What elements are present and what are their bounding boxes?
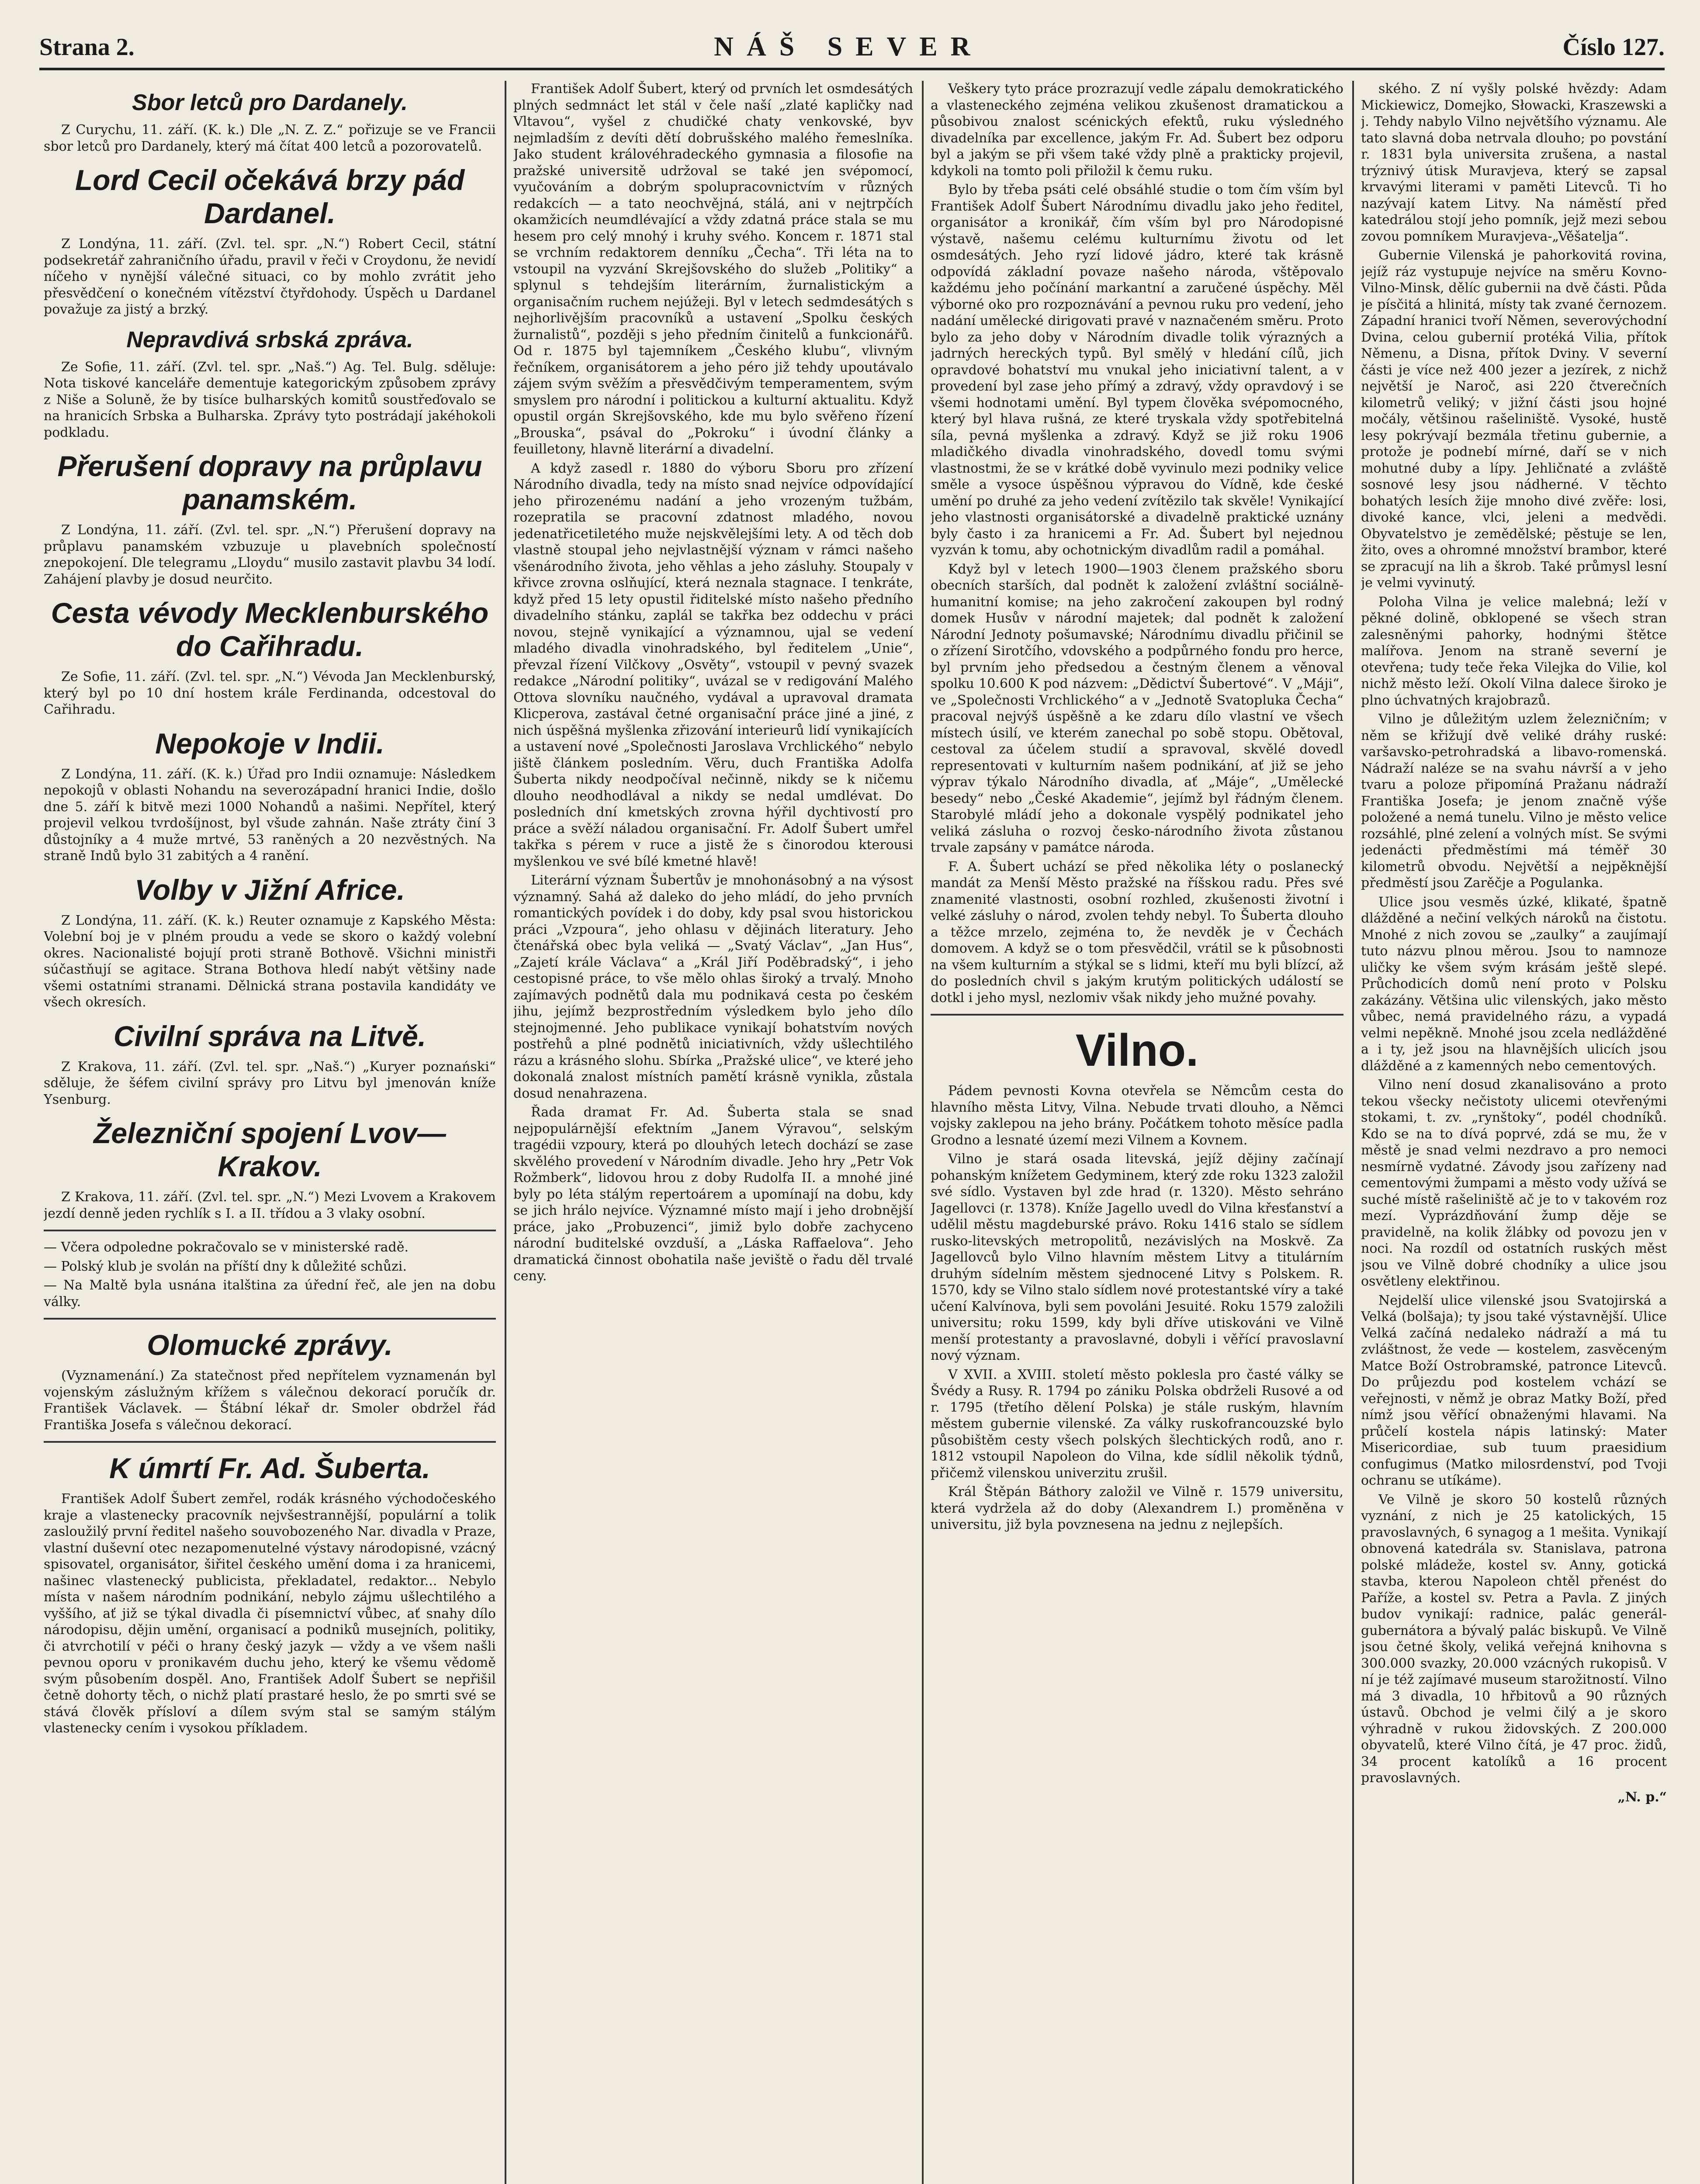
article-text: Vilno je důležitým uzlem železničním; v něm se křižují dvě veliké dráhy ruské: varšavsko-petrohradská a libavo-romenská. Nádraží naléze se na svahu návrší a v jeho tvaru a poloze připomíná Pražanu nádraží Františka Josefa; je jenom značně výše položené a nemá tunelu. Vilno je město velice rozsáhlé, plné zelení a volných míst. Se svými jedenácti předměstími má téměř 30 kilometrů obvodu. Největší a nejpěknější předměstí jsou Zarěčje a Pogulanka. — [1361, 712, 1667, 891]
article-text: Řada dramat Fr. Ad. Šuberta stala se snad nejpopulárnější efektním „Janem Výravou“, selským tragédii vzpoury, která po dlouhých letech dochází se zase skvělého provedení v Národním divadle. Jeho hry „Petr Vok Rožmberk“, lidovou hrou z doby Rudolfa II. a mnohé jiné byly po léta stálým repertoárem a upomínají na dobu, kdy se jich hrálo nejvíce. Významné místo mají i jeho drobnější práce, jako „Probuzenci“, jimiž bylo dobře zachyceno národní buditelské ovzduší, a „Láska Raffaelova“. Jeho dramatická činnost obohatila naše jeviště o řadu děl trvalé ceny. — [513, 1105, 913, 1284]
issue-number: Číslo 127. — [1562, 33, 1665, 61]
article-text: Vilno je stará osada litevská, jejíž dějiny začínají pohanským knížetem Gedyminem, který zde roku 1323 založil své sídlo. Vystaven byl zde hrad (r. 1320). Město sehráno Jagellovci (r. 1378). Kníže Jagello uvedl do Vilna křesťanství a udělil městu magdeburské právo. Roku 1416 stalo se sídlem rusko-litevských metropolitů, nezávislých na Moskvě. Za Jagellovců bylo Vilno hlavním městem Litvy a titulárním druhým sídelním městem sjednocené Litvy s Polskem. R. 1570, kdy se Vilno stalo sídlem nové protestantské víry a také učení Kalvínova, byli sem povoláni Jesuité. Roku 1579 založili universitu; roku 1599, kdy byli dříve utiskováni ve Vilně menší protestanty a pravoslavné, dobyli i věřící pravoslavní nový význam. — [931, 1151, 1343, 1363]
article-headline: Lord Cecil očekává brzy pád Dardanel. — [75, 164, 465, 229]
article-text: ského. Z ní vyšly polské hvězdy: Adam Mickiewicz, Domejko, Słowacki, Kraszewski a j. Tehdy nabylo Vilno největšího významu. Ale tato slavná doba netrvala dlouho; po povstání r. 1831 byla universita zrušena, a nastal trýznivý útisk Muravjeva, který se zapsal krvavými literami v paměti Litevců. Ti ho nazývají katem Litvy. Na náměstí před katedrálou stojí jeho pomník, jejž mezi sebou zovou pomníkem Muravjeva-„Věšatelja“. — [1361, 81, 1667, 244]
column-rule — [1352, 81, 1354, 2184]
article-text: Z Londýna, 11. září. (K. k.) Úřad pro Indii oznamuje: Následkem nepokojů v oblasti Nohandu na severozápadní hranici Indie, došlo dne 5. září k bitvě mezi 1000 Nohandů a našimi. Nepřítel, který projevil velkou tvrdošíjnost, byl všude zahnán. Naše ztráty činí 3 důstojníky a 4 muže mrtvé, 53 raněných a 20 nezvěstných. Na straně Indů bylo 31 zabitých a 4 ranění. — [44, 766, 496, 864]
article-text: F. A. Šubert uchází se před několika léty o poslanecký mandát za Menší Město pražské na říšskou radu. Přes své znamenité vlastnosti, osobní rozhled, zkušenosti životní i velké zásluhy o národ, zvolen tehdy nebyl. To Šuberta dlouho a těžce mrzelo, zejména to, že nevděk je v Čechách domovem. A když se o tom přesvědčil, vrátil se k působnosti na všem kulturním a stýkal se s lidmi, kteří mu byli blízcí, až do posledních chvil s jakým krutým politických událostí se dotkl i jeho mysl, nezlomiv však nikdy jeho mužné povahy. — [931, 859, 1343, 1006]
section-divider — [44, 1318, 496, 1320]
article-headline: Sbor letců pro Dardanely. — [132, 90, 408, 115]
article-headline: Olomucké zprávy. — [147, 1329, 393, 1361]
article-text: Vilno není dosud zkanalisováno a proto tekou všecky nečistoty ulicemi otevřenými stokami, t. zv. „rynštoky“, podél chodníků. Kdo se na to dívá poprvé, zdá se mu, že v městě je snad velmi nezdravo a pro nemoci nesmírně vydatné. Závody jsou zařízeny nad cementovými žumpami a město vody užívá se suché místě rašeliniště ač je to v takovém roz mezí. Vyprázdňování žump děje se pravidelně, na kolik žlábky od povozu jen v noci. Na rozdíl od ostatních ruských měst jsou ve Vilně dobré chodníky a ulice jsou osvětleny elektřinou. — [1361, 1077, 1667, 1289]
article-text: František Adolf Šubert, který od prvních let osmdesátých plných sedmnáct let stál v čele naší „zlaté kapličky nad Vltavou“, vyšel z chudičké chaty venkovské, byv nejmladším z devíti dětí dobrušského malého řemeslníka. Jako student královéhradeckého gymnasia a filosofie na pražské universitě udržoval se také jen svépomocí, vyučováním a dobrým spolupracovnictvím v různých redakcích — a tato neochvějná, stálá, ani v nejtrpčích okamžicích neumdlévající a vždy zdatná práce stala se mu hesem pro celý mnohý i kruhy svého. Koncem r. 1871 stal se vrchním redaktorem denníku „Čecha“. Tři léta na to vstoupil na vyzvání Skrejšovského do služeb „Politiky“ a splynul s tehdejším literárním, žurnalistickým a organisačním ruchem nejúžeji. Byl v letech sedmdesátých s nejhorlivějším pracovníků a ustavení „Spolku českých žurnalistů“, později s jeho předním činitelů a funkcionářů. Od r. 1875 byl tajemníkem „Českého klubu“, vlivným řečníkem, organisátorem a jeho péro již tehdy upoutávalo zájem svým svěžím a přesvědčivým temperamentem, svým smyslem pro národní i politickou a kulturní aktualitu. Když opustil orgán Skrejšovského, kde mu bylo svěřeno řízení „Brouska“, psával do „Pokroku“ i úvodní články a feuilletony, hlavně literární a divadelní. — [513, 81, 913, 457]
column-3 — [931, 81, 1343, 2184]
article-text: (Vyznamenání.) Za statečnost před nepřítelem vyznamenán byl vojenským záslužným křížem s válečnou dekorací poručík dr. František Václavek. — Štábní lékař dr. Smoler obdržel řád Františka Josefa s válečnou dekorací. — [44, 1368, 496, 1433]
column-4 — [1361, 81, 1667, 2184]
article-headline: Železniční spojení Lvov—Krakov. — [93, 1117, 446, 1182]
article-text: Pádem pevnosti Kovna otevřela se Němcům cesta do hlavního města Litvy, Vilna. Nebude trvati dlouho, a Němci vojsky zaklepou na jeho brány. Počátkem tohoto měsíce padla Grodno a lesnaté území mezi Vilnem a Kovnem. — [931, 1083, 1343, 1148]
article-text: Literární význam Šubertův je mnohonásobný a na výsost významný. Sahá až daleko do jeho mládí, do jeho prvních romantických povídek i do doby, kdy psal svou historickou práci „Vzpoura“, jeho ohlasu v dějinách literatury. Jeho čtenářská obec byla veliká — „Svatý Václav“, „Jan Hus“, „Zajetí krále Václava“ a „Král Jiří Poděbradský“, i jeho cestopisné práce, to vše mělo ohlas široký a trvalý. Mnoho zajímavých podnětů dala mu podnikavá cesta po českém jihu, jejímž bezprostředním výsledkem bylo jeho dílo stejnojmenné. Jeho publikace vynikají bohatstvím nových postřehů a plné podnětů iniciativních, vždy ušlechtilého rázu a krásného slohu. Sbírka „Pražské ulice“, ve které jeho dokonalá znalost místních pamětí krásně vynikla, zůstala dosud nenahrazena. — [513, 873, 913, 1101]
article-text: Z Londýna, 11. září. (Zvl. tel. spr. „N.“) Přerušení dopravy na průplavu panamském vzbuzuje u plavebních společností znepokojení. Dle telegramu „Lloydu“ musilo zastavit plavbu 34 lodí. Zahájení plavby je dosud neurčito. — [44, 522, 496, 587]
article-text: Nejdelší ulice vilenské jsou Svatojirská a Velká (bolšaja); ty jsou také výstavnější. Ulice Velká začíná nedaleko nádraží a má tu zvláštnost, že vede — kostelem, zasvěceným Matce Boží Ostrobramské, patronce Litevců. Do průjezdu pod kostelem vchází se veřejnosti, v němž je obraz Matky Boží, před nímž jsou věřící obnaženými hlavami. Na průčelí kostela nápis latinský: Mater Misericordiae, sub tuum praesidium confugimus (Matko milosrdenství, pod Tvoji ochranu se utíkáme). — [1361, 1292, 1667, 1488]
column-rule — [505, 81, 506, 2184]
article-text: Z Londýna, 11. září. (K. k.) Reuter oznamuje z Kapského Města: Volební boj je v plném proudu a vede se skoro o každý volební okres. Nacionalisté bojují proti straně Bothově. Všichni ministři súčastňují se agitace. Strana Bothova hledí nabýt většiny nade všemi ostatními stranami. Dělnická strana postavila kandidáty ve všech okresích. — [44, 912, 496, 1010]
article-text: Z Londýna, 11. září. (Zvl. tel. spr. „N.“) Robert Cecil, státní podsekretář zahraničního úřadu, pravil v řeči v Croydonu, že nevidí níčeho v nynější válečné situaci, co by mohlo zvrátit jeho přesvědčení o konečném vítězství čtyřdohody. Úspěch u Dardanel považuje za jistý a brzký. — [44, 236, 496, 317]
article-text: Z Krakova, 11. září. (Zvl. tel. spr. „N.“) Mezi Lvovem a Krakovem jezdí denně jeden rychlík s I. a II. třídou a 3 vlaky osobní. — [44, 1189, 496, 1221]
article-headline: Civilní správa na Litvě. — [113, 1019, 426, 1052]
article-text: Z Curychu, 11. září. (K. k.) Dle „N. Z. Z.“ pořizuje se ve Francii sbor letců pro Dardanely, který má čítat 400 letců a pozorovatelů. — [44, 122, 496, 154]
article-text: Ulice jsou vesměs úzké, klikaté, špatně dlážděné a nečiní velkých nároků na čistotu. Mnohé z nich zovou se „zaulky“ a zaujímají tuto názvu plnou měrou. Jsou to namnoze uličky ke všem svým krásám ještě slepé. Průchodicích domů není proto v Polsku zakázány. Většina ulic vilenských, jako město vůbec, nemá pravidelného rázu, a vypadá velmi nepěkně. Mnohé jsou zcela nedlážděné a i ty, jež jsou na hlavnějších ulicích jsou dlážděné a z kamenných nebo cementových. — [1361, 894, 1667, 1074]
article-text: Ze Sofie, 11. září. (Zvl. tel. spr. „N.“) Vévoda Jan Mecklenburský, který byl po 10 dní hostem krále Ferdinanda, odcestoval do Cařihradu. — [44, 669, 496, 717]
note-item: — Včera odpoledne pokračovalo se v ministerské radě. — [44, 1240, 409, 1255]
column-rule — [922, 81, 924, 2184]
article-text: František Adolf Šubert zemřel, rodák krásného východočeského kraje a vlastenecky pracovník nejvšestrannější, populární a tolik zasloužilý první ředitel našeho souvobozeného Nar. divadla v Praze, vlastní duševní otec nezapomenutelné výstavy národopisné, vzácný spisovatel, organisátor, šiřitel českého umění doma i za hranicemi, našinec vlastenecký publicista, překladatel, redaktor... Nebylo místa v našem národním podnikání, nebylo zájmu ušlechtilého a vyššího, ať již se týkal divadla či písemnictví vůbec, ať snahy dílo národopisu, dějin umění, organisací a podniků musejních, politiky, či atvrchotilí v péči o hrany český jazyk — vždy a ve všem našli pevnou oporu v pronikavém duchu jeho, který ke všemu vědomě svým působením dospěl. Ano, František Adolf Šubert se nepřišil četně dohorty těch, o nichž platí prastaré heslo, že po smrti své se stává člověk přísloví a dílem svým stal se samým stálým vlastenecky cením i vysokou příkladem. — [44, 1491, 496, 1736]
newspaper-title: NÁŠ SEVER — [714, 32, 983, 62]
article-text: A když zasedl r. 1880 do výboru Sboru pro zřízení Národního divadla, tedy na místo snad nejvíce odpovídající jeho přirozenému nadání a jeho vrozeným tužbám, rozepratila se pracovní zdatnost mladého, novou jedenatřicetiletého muže nejskvělejšími lety. A od těch dob vlastně stoupal jeho nejvlastnější význam v rámci našeho všenárodního života, jeho věhlas a jeho zásluhy. Stoupaly v křivce zrovna oslňující, která neznala stagnace. I tenkráte, když před 15 lety opustil řiditelské místo našeho předního divadelního stánku, zaplál se takřka bez oddechu v práci novou, stejně vynikající a významnou, ujal se vedení mladého divadla vinohradského, byl ředitelem „Unie“, převzal řízení Vilčkovy „Osvěty“, vstoupil v pevný svazek redakce „Národní politiky“, uvázal se v redigování Malého Ottova slovníku naučného, vydával a upravoval dramata Klicperova, zastával četné organisační práce jiné a jiné, z nich úspěšná myšlenka zřizování interieurů lidí vynikajících a ustavení nové „Společnosti Jaroslava Vrchlického“ nebylo jiště článkem posledním. Věru, duch Františka Adolfa Šuberta nikdy neodpočíval nečinně, nikdy se k ničemu dlouho neodhodlával a nikdy se nedal umdlévat. Do posledních dní kmetských zrovna hýřil dychtivostí pro práce a svěží náladou organisační. Fr. Adolf Šubert umřel takřka s pérem v ruce a jistě že s činorodou kterousi myšlenkou ve své bílé kmetné hlavě! — [513, 460, 913, 869]
section-divider — [931, 1014, 1343, 1016]
article-text: Veškery tyto práce prozrazují vedle zápalu demokratického a vlasteneckého zejména velikou zkušenost dramatickou a působivou znalost scénických efektů, ruku výsledného divadelníka par excellence, jakým Fr. Ad. Šubert bez odporu byl a jakým se při všem také vždy plně a prakticky projevil, kdykoli na tomto poli přiložil k čemu ruku. — [931, 81, 1343, 179]
page-number: Strana 2. — [39, 33, 135, 61]
article-text: Z Krakova, 11. září. (Zvl. tel. spr. „Naš.“) „Kuryer poznański“ sděluje, že šéfem civilní správy pro Litvu byl jmenován kníže Ysenburg. — [44, 1059, 496, 1107]
article-text: V XVII. a XVIII. století město poklesla pro časté války se Švédy a Rusy. R. 1794 po zániku Polska obdrželi Rusové a od r. 1795 (třetího dělení Polska) je stále ruským, hlavním městem gubernie vilenské. Za války ruskofrancouzské bylo působištěm cesty všech polských šlechtických rodů, ano r. 1812 vstoupil Napoleon do Vilna, kde sídlil několik týdnů, přičemž vilenskou univerzitu zrušil. — [931, 1367, 1343, 1481]
article-headline: K úmrtí Fr. Ad. Šuberta. — [109, 1452, 430, 1484]
article-text: Když byl v letech 1900—1903 členem pražského sboru obecních starších, dal podnět k založení zvláštní sociálně-humanitní komise; na jeho zakročení zakoupen byl rodný domek Husův v národní majetek; dal podnět k založení Národní Jednoty pošumavské; Národnímu divadlu přičinil se o zřízení Sirotčího, vdovského a podpůrného fondu pro herce, byl prvním jeho předsedou a čestným členem a věnoval spolku 10.600 K pod názvem: „Dědictví Šubertové“. V „Máji“, ve „Společnosti Vrchlického“ a v „Jednotě Svatopluka Čecha“ pracoval nejvýš úspěšně a ke zdaru dílo vlastní ve všech místech úsilí, ve kterém zanechal po sobě stopu. Obětoval, cestoval za účelem studií a spravoval, skvělé dovedl representovati v kulturním našem podnikání, ať již se jeho výprav týkalo Národního divadla, ať „Máje“, „Umělecké besedy“ nebo „České Akademie“, jejímž byl řádným členem. Starobylé mládí jeho a dokonale vyspělý podnikatel jeho veliká zásluha o rozvoj česko-národního života zůstanou trvale zapsány v památce národa. — [931, 561, 1343, 855]
column-1 — [44, 81, 496, 2184]
article-text: Gubernie Vilenská je pahorkovitá rovina, jejíž ráz vystupuje nejvíce na směru Kovno-Vilno-Minsk, dělíc gubernii na dvě části. Půda je písčitá a hlinitá, místy tak zvané černozem. Západní hranici tvoří Němen, severovýchodní Dvina, celou gubernií protéká Vilia, přítok Němenu, a Disna, přítok Dviny. V severní části je více než 400 jezer a jezírek, z nichž největší je Naroč, asi 220 čtverečních kilometrů veliký; v jižní části jsou hojné močály, většinou rašeliniště. Vysoké, hustě lesy pokrývají bezmála třetinu gubernie, a protože je podnebí mírné, daří se v nich mohutné duby a lípy. Jehličnaté a zvláště sosnové lesy jsou nádherné. V těchto bohatých lesích žije mnoho divé zvěře: losi, divoké kance, vlci, jeleni a medvědi. Obyvatelstvo je zemědělské; pěstuje se len, žito, oves a ohromné množství brambor, které se zpracují na lih a škrob. Také průmysl lesní je velmi vyvinutý. — [1361, 248, 1667, 591]
article-text: Ve Vilně je skoro 50 kostelů různých vyznání, z nich je 25 katolických, 15 pravoslavných, 6 synagog a 1 mešita. Vynikají obnovená katedrála sv. Stanislava, patrona polské mládeže, kostel sv. Anny, gotická stavba, kterou Napoleon chtěl přenést do Paříže, a kostel sv. Petra a Pavla. Z jiných budov vynikají: radnice, palác generál-gubernátora a bývalý palác biskupů. Ve Vilně jsou četné školy, veliká veřejná knihovna s 300.000 svazky, 20.000 vzácných rukopisů. V ní je též zajímavé museum starožitností. Vilno má 3 divadla, 10 hřbitovů a 90 různých ústavů. Obchod je velmi čilý a je skoro výhradně v rukou židovských. Z 200.000 obyvatelů, které Vilno čítá, je 47 proc. židů, 34 procent katolíků a 16 procent pravoslavných. — [1361, 1492, 1667, 1786]
author-signature: „N. p.“ — [1617, 1789, 1667, 1805]
column-2 — [513, 81, 913, 2184]
article-text: Král Štěpán Báthory založil ve Vilně r. 1579 universitu, která vydržela až do doby (Alexandrem I.) proměněna v universitu, již byla povznesena na jednu z nejlepších. — [931, 1484, 1343, 1532]
article-headline: Vilno. — [1075, 1025, 1199, 1076]
section-divider — [44, 1230, 496, 1231]
article-headline: Cesta vévody Mecklenburského do Cařihradu. — [51, 597, 489, 662]
article-headline: Nepravdivá srbská zpráva. — [126, 327, 413, 352]
article-headline: Volby v Jižní Africe. — [135, 873, 405, 906]
article-text: Bylo by třeba psáti celé obsáhlé studie o tom čím vším byl František Adolf Šubert Národnímu divadlu jako jeho ředitel, organisátor a kronikář, čím vším byl pro Národopisné výstavě, našemu celému kulturnímu životu od let osmdesátých. Jeho ryzí lidové jádro, které tak krásně odpovídá základní povaze našeho národa, vštěpovalo každému jeho počínání markantní a zaručené úspěchy. Měl výborné oko pro rozpoznávání a pevnou ruku pro vedení, jeho nadání umělecké dirigovati pravé v naznačeném směru. Proto bylo za jeho doby v Národním divadle tolik výrazných a jadrných hereckých typů. Byl smělý v hledání cílů, jich opravdové bohatství mu vnukal jeho iniciativní talent, a v provedení byl zase jeho přímý a zdravý, vždy opravdový i se všemi hodnotami umění. Byl typem člověka svépomocného, který byl hlava rušná, ze které tryskala vždy spotřebitelná síla, pevná myšlenka a zdravý. Když se již roku 1906 mladičkého divadla vinohradského, dovedl tomu svými vlastnostmi, že se v krátké době vyvinulo mezi podniky velice směle a vysoce úspěšnou výpravou do Vídně, kde české umění po druhé za jeho vedení zvítězilo tak skvěle! Vynikající jeho vlastnosti organisátorské a divadelně praktické uznány byly často i za hranicemi a Fr. Ad. Šubert byl nejednou vyzván k tomu, aby ochotnickým divadlům radil a pomáhal. — [931, 182, 1343, 558]
article-headline: Přerušení dopravy na průplavu panamském. — [57, 450, 482, 515]
section-divider — [44, 1441, 496, 1443]
page-header — [39, 26, 1665, 70]
short-notes — [44, 1239, 496, 1310]
article-text: Poloha Vilna je velice malebná; leží v pěkné dolině, obklopené se všech stran zalesněnými pahorky, hodnými štětce malířova. Jenom na straně severní je otevřena; tudy teče řeka Vilejka do Vilie, kol nichž město leží. Okolí Vilna dalece široko je plno úchvatných krajobrazů. — [1361, 594, 1667, 708]
note-item: — Polský klub je svolán na příští dny k důležité schůzi. — [44, 1258, 407, 1274]
note-item: — Na Maltě byla usnána italština za úřední řeč, ale jen na dobu války. — [44, 1278, 496, 1310]
article-text: Ze Sofie, 11. září. (Zvl. tel. spr. „Naš.“) Ag. Tel. Bulg. sděluje: Nota tiskové kanceláře dementuje kategorickým způsobem zprávy z Niše a Soluně, že by tisíce bulharských komitů soustřeďovalo se na hranicích Srbska a Bulharska. Zprávy tyto postrádají jakéhokoli podkladu. — [44, 359, 496, 440]
article-headline: Nepokoje v Indii. — [155, 727, 384, 760]
